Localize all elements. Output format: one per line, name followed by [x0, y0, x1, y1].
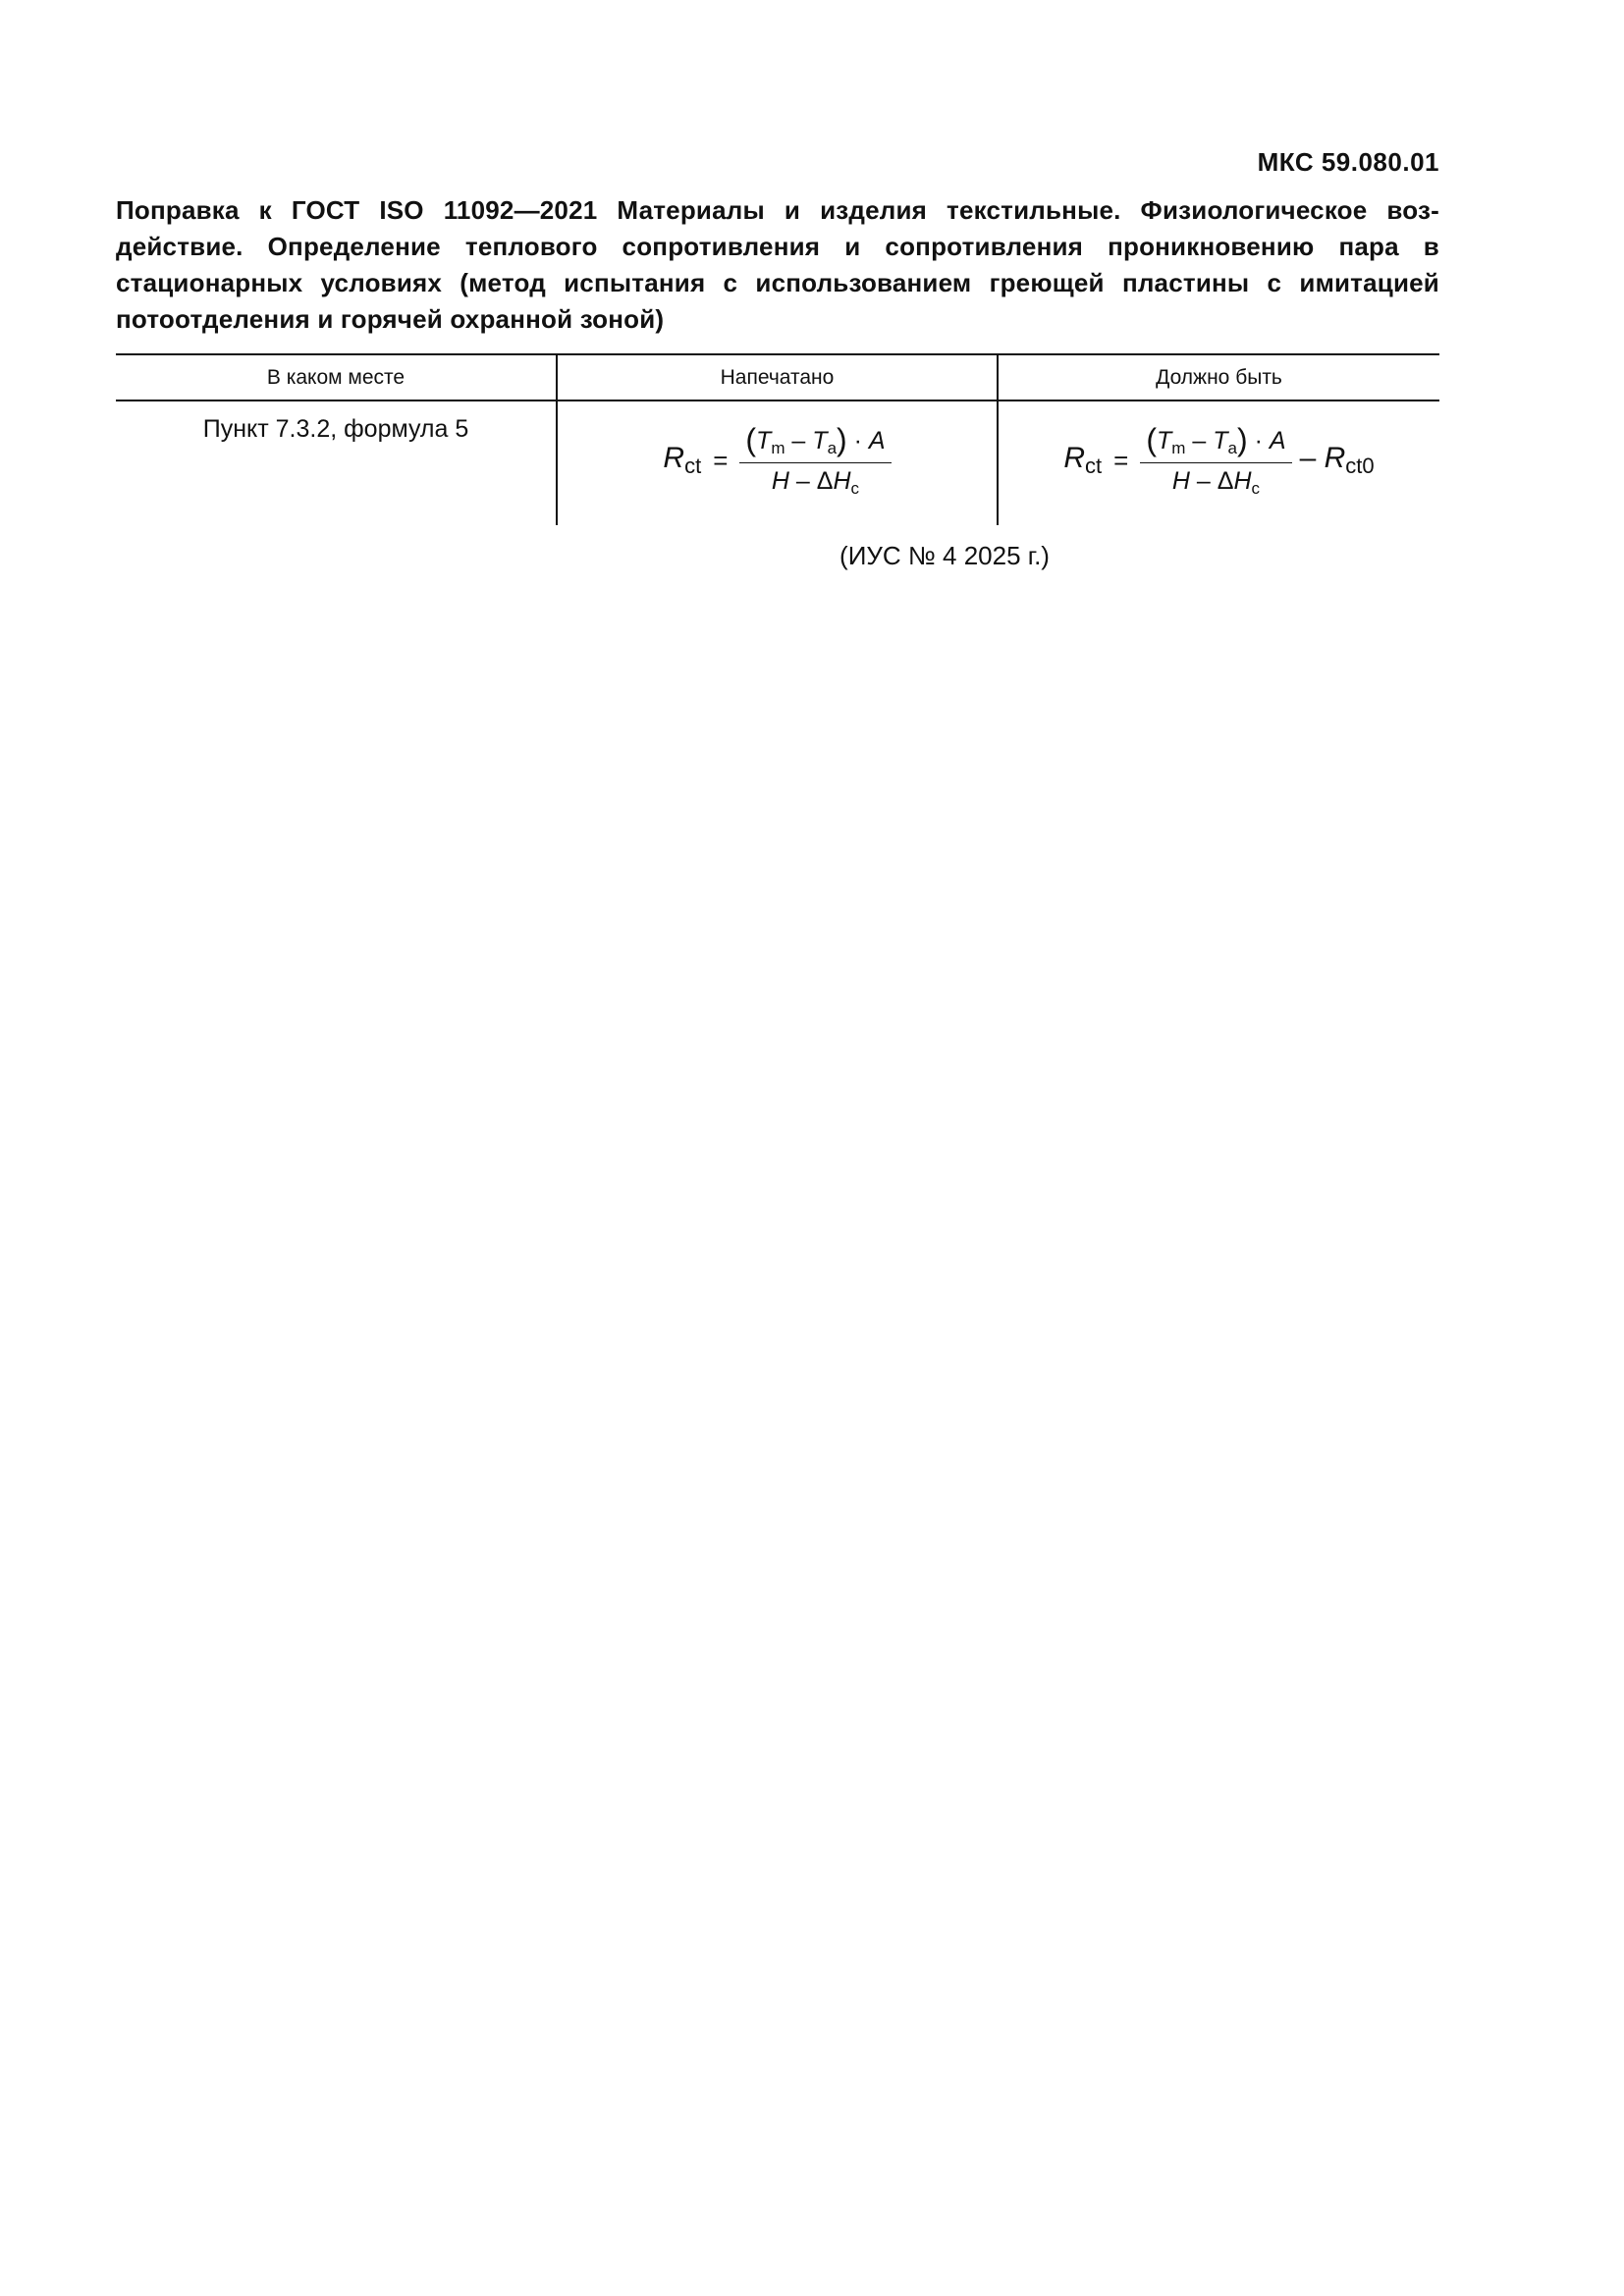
equals-sign: = — [713, 445, 729, 475]
formula-lhs: $R_{ct}$ — [663, 442, 702, 478]
document-title: Поправка к ГОСТ ISO 11092—2021 Материалы и изделия текстильные. Физиологическое воз-действие. Определение теплового сопротивления и сопротивления проникновению пара в стационарных условиях (метод испытания с использованием греющей пластины с имитацией потоотделения и горячей охранной зоной) — [116, 195, 1439, 334]
formula-fraction — [739, 422, 891, 499]
column-header-place: В каком месте — [116, 354, 557, 400]
formula-corrected — [999, 421, 1439, 500]
cell-corrected — [998, 400, 1439, 525]
source-note: (ИУС № 4 2025 г.) — [839, 541, 1050, 570]
cell-place: Пункт 7.3.2, формула 5 — [202, 415, 469, 443]
formula-lhs: $R_{ct}$ — [1063, 442, 1103, 478]
table-header-row — [116, 354, 1439, 400]
fraction-numerator: $(T_m - T_a) \cdot A$ — [739, 422, 891, 463]
cell-printed — [557, 400, 998, 525]
table-row — [116, 400, 1439, 525]
formula-tail: – $R_{ct0}$ — [1299, 442, 1375, 478]
fraction-numerator: $(T_m - T_a) \cdot A$ — [1140, 422, 1291, 463]
equals-sign: = — [1113, 445, 1129, 475]
fraction-denominator: H – $\Delta H_c$ — [1171, 467, 1261, 498]
formula-fraction — [1140, 422, 1291, 499]
column-header-printed: Напечатано — [557, 354, 998, 400]
formula-printed — [558, 421, 997, 500]
mks-code: МКС 59.080.01 — [1257, 147, 1439, 177]
column-header-corrected: Должно быть — [998, 354, 1439, 400]
correction-table — [116, 353, 1439, 525]
fraction-denominator: H – $\Delta H_c$ — [771, 467, 860, 498]
